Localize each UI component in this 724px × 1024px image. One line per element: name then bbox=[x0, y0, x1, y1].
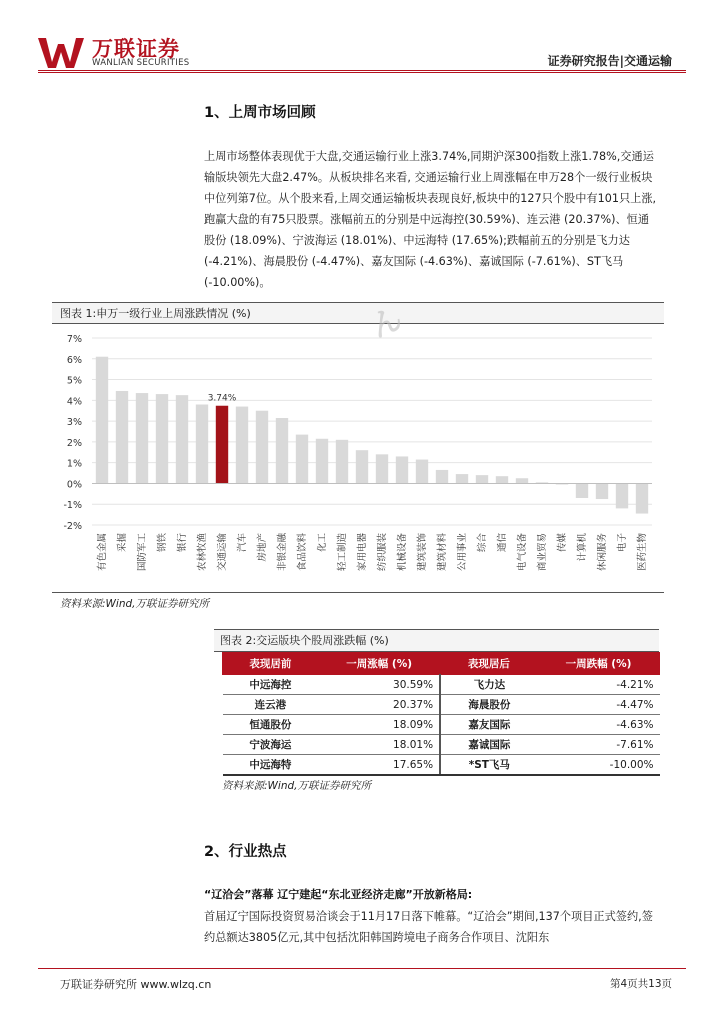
figure-1-source: 资料来源:Wind,万联证券研究所 bbox=[60, 598, 209, 610]
x-tick-label: 交通运输 bbox=[217, 533, 228, 572]
top-stock-name: 宁波海运 bbox=[223, 735, 319, 755]
industry-bar-chart bbox=[52, 322, 664, 592]
top-stock-change: 18.09% bbox=[318, 715, 440, 735]
table-header-cell: 表现居后 bbox=[440, 653, 537, 675]
table-header-cell: 一周涨幅 (%) bbox=[318, 653, 440, 675]
x-tick-label: 家用电器 bbox=[357, 533, 368, 572]
chart-bar bbox=[316, 439, 328, 484]
footer-org-site: 万联证券研究所 www.wlzq.cn bbox=[60, 978, 212, 991]
chart-bar bbox=[636, 483, 648, 513]
top-stock-change: 20.37% bbox=[318, 695, 440, 715]
section-1-title: 1、上周市场回顾 bbox=[204, 105, 316, 121]
x-tick-label: 机械设备 bbox=[397, 533, 408, 572]
top-stock-name: 中远海特 bbox=[223, 755, 319, 776]
chart-bar bbox=[436, 470, 448, 484]
chart-bar bbox=[236, 407, 248, 484]
y-tick-label: 5% bbox=[66, 375, 82, 387]
top-stock-name: 恒通股份 bbox=[223, 715, 319, 735]
brand-name-en: WANLIAN SECURITIES bbox=[92, 58, 190, 68]
hot-topic-title: “辽洽会”落幕 辽宁建起“东北亚经济走廊”开放新格局: bbox=[204, 888, 473, 901]
y-tick-label: 6% bbox=[66, 354, 82, 366]
footer-divider bbox=[38, 968, 686, 969]
chart-bar bbox=[616, 483, 628, 508]
hot-topic-paragraph: 首届辽宁国际投资贸易洽谈会于11月17日落下帷幕。“辽洽会”期间,137个项目正式签约,签约总额达3805亿元,其中包括沈阳韩国跨境电子商务合作项目、沈阳东 bbox=[204, 910, 653, 944]
watermark: ん bbox=[365, 300, 408, 346]
table-row bbox=[223, 695, 660, 715]
x-tick-label: 有色金属 bbox=[97, 533, 108, 572]
table-title: 图表 2:交运版块个股周涨跌幅 (%) bbox=[220, 634, 389, 647]
chart-bar bbox=[476, 475, 488, 483]
x-tick-label: 国防军工 bbox=[137, 533, 148, 572]
x-tick-label: 农林牧渔 bbox=[197, 533, 208, 572]
page-number: 第4页共13页 bbox=[609, 978, 672, 990]
chart-bar bbox=[596, 483, 608, 499]
y-tick-label: 0% bbox=[66, 479, 82, 491]
chart-bar bbox=[576, 483, 588, 498]
x-tick-label: 化工 bbox=[317, 533, 328, 553]
header-divider-secondary bbox=[38, 72, 686, 73]
table-source: 资料来源:Wind,万联证券研究所 bbox=[222, 780, 371, 792]
chart-bar bbox=[496, 476, 508, 483]
x-tick-label: 电气设备 bbox=[517, 533, 528, 572]
x-tick-label: 非银金融 bbox=[277, 533, 288, 572]
bottom-stock-name: 嘉诚国际 bbox=[440, 735, 537, 755]
bottom-stock-name: 嘉友国际 bbox=[440, 715, 537, 735]
table-row bbox=[223, 675, 660, 695]
x-tick-label: 建筑装饰 bbox=[417, 533, 428, 572]
y-tick-label: 7% bbox=[66, 334, 82, 345]
y-tick-label: -1% bbox=[63, 500, 82, 512]
data-label: 3.74% bbox=[207, 393, 237, 404]
chart-bar bbox=[136, 393, 148, 483]
bottom-stock-name: *ST飞马 bbox=[440, 755, 537, 776]
y-tick-label: 3% bbox=[66, 417, 82, 429]
figure-1-chart-area bbox=[52, 322, 664, 593]
table-row bbox=[223, 735, 660, 755]
x-tick-label: 计算机 bbox=[577, 533, 588, 562]
x-tick-label: 商业贸易 bbox=[537, 533, 548, 572]
top-stock-name: 连云港 bbox=[223, 695, 319, 715]
brand-name-cn: 万联证券 bbox=[92, 37, 180, 61]
table-row bbox=[223, 755, 660, 776]
x-tick-label: 休闲服务 bbox=[597, 533, 608, 572]
x-tick-label: 传媒 bbox=[557, 533, 568, 553]
chart-bar bbox=[216, 406, 228, 484]
bottom-stock-name: 海晨股份 bbox=[440, 695, 537, 715]
top-stock-change: 17.65% bbox=[318, 755, 440, 776]
table-header-row bbox=[223, 653, 660, 675]
chart-bar bbox=[376, 454, 388, 483]
chart-bar bbox=[456, 474, 468, 483]
x-tick-label: 食品饮料 bbox=[297, 533, 308, 572]
chart-bar bbox=[276, 418, 288, 483]
bottom-stock-change: -4.63% bbox=[538, 715, 660, 735]
top-stock-name: 中远海控 bbox=[223, 675, 319, 695]
chart-bar bbox=[336, 440, 348, 484]
chart-bar bbox=[256, 411, 268, 484]
x-tick-label: 医药生物 bbox=[637, 533, 648, 572]
y-tick-label: 1% bbox=[66, 458, 82, 470]
chart-bar bbox=[356, 450, 368, 483]
table-header-cell: 一周跌幅 (%) bbox=[538, 653, 660, 675]
x-tick-label: 综合 bbox=[477, 533, 488, 553]
chart-bar bbox=[116, 391, 128, 483]
report-category: 证券研究报告|交通运输 bbox=[547, 54, 672, 68]
bottom-stock-change: -7.61% bbox=[538, 735, 660, 755]
section-1-paragraph: 上周市场整体表现优于大盘,交通运输行业上涨3.74%,同期沪深300指数上涨1.78%,交通运输版块领先大盘2.47%。从板块排名来看, 交通运输行业上周涨幅在申万28个一级行业板块中位列第7位。从个股来看,上周交通运输板块表现良好,板块中的127只个股中有101只上涨,跑赢大盘的有75只股票。涨幅前五的分别是中远海控(30.59%)、连云港 (20.37%)、恒通股份 (18.09%)、宁波海运 (18.01%)、中远海特 (17.65%);跌幅前五的分别是飞力达 (-4.21%)、海晨股份 (-4.47%)、嘉友国际 (-4.63%)、嘉诚国际 (-7.61%)、ST飞马 (-10.00%)。 bbox=[204, 150, 657, 289]
section-2-title: 2、行业热点 bbox=[204, 844, 287, 860]
figure-1-title: 图表 1:申万一级行业上周涨跌情况 (%) bbox=[60, 307, 251, 320]
chart-bar bbox=[396, 456, 408, 483]
x-tick-label: 汽车 bbox=[237, 533, 248, 553]
y-tick-label: 2% bbox=[66, 437, 82, 449]
x-tick-label: 电子 bbox=[617, 533, 628, 553]
top-stock-change: 30.59% bbox=[318, 675, 440, 695]
chart-bar bbox=[96, 357, 108, 484]
chart-bar bbox=[196, 404, 208, 483]
bottom-stock-name: 飞力达 bbox=[440, 675, 537, 695]
y-tick-label: -2% bbox=[63, 521, 82, 532]
x-tick-label: 钢铁 bbox=[157, 533, 168, 553]
x-tick-label: 公用事业 bbox=[457, 533, 468, 572]
table-row bbox=[223, 715, 660, 735]
header-divider bbox=[38, 70, 686, 71]
chart-bar bbox=[296, 435, 308, 484]
y-tick-label: 4% bbox=[66, 396, 82, 408]
bottom-stock-change: -4.47% bbox=[538, 695, 660, 715]
chart-bar bbox=[416, 460, 428, 484]
x-tick-label: 建筑材料 bbox=[437, 533, 448, 572]
x-tick-label: 采掘 bbox=[117, 533, 128, 553]
bottom-stock-change: -4.21% bbox=[538, 675, 660, 695]
x-tick-label: 通信 bbox=[497, 533, 508, 553]
top-stock-change: 18.01% bbox=[318, 735, 440, 755]
x-tick-label: 银行 bbox=[177, 533, 188, 553]
chart-bar bbox=[176, 395, 188, 483]
bottom-stock-change: -10.00% bbox=[538, 755, 660, 776]
x-tick-label: 轻工制造 bbox=[337, 533, 348, 572]
x-tick-label: 房地产 bbox=[257, 533, 268, 562]
x-tick-label: 纺织服装 bbox=[377, 533, 388, 572]
chart-bar bbox=[156, 394, 168, 483]
table-header-cell: 表现居前 bbox=[223, 653, 319, 675]
brand-logo-icon bbox=[38, 36, 86, 70]
stock-performance-table bbox=[222, 652, 660, 776]
chart-bar bbox=[516, 478, 528, 483]
